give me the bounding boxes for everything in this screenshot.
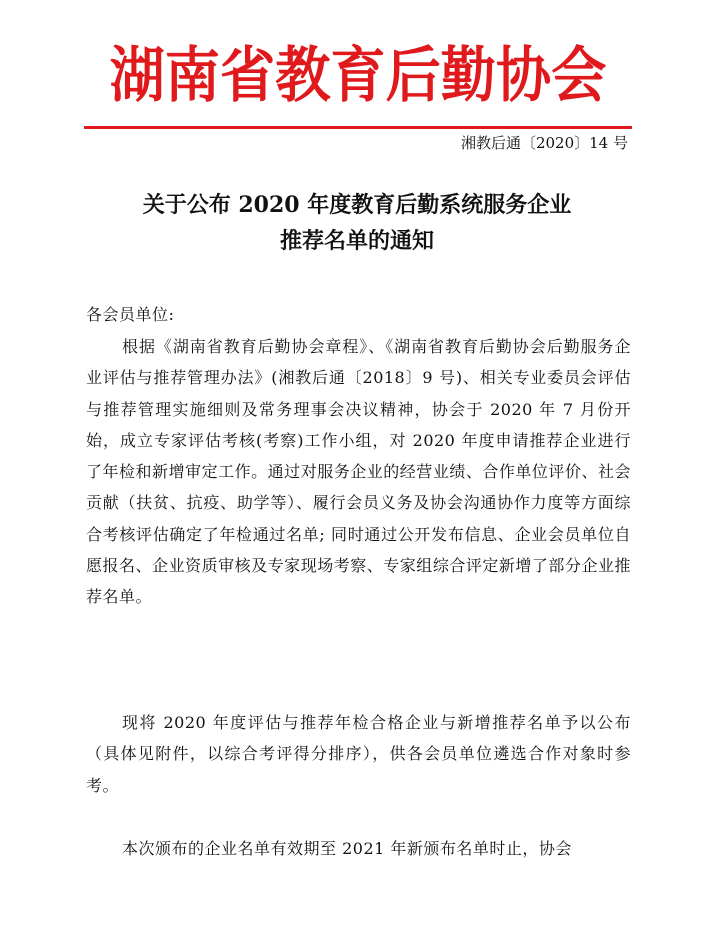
body-paragraph-1: 根据《湖南省教育后勤协会章程》、《湖南省教育后勤协会后勤服务企业评估与推荐管理办法》(湘教后通〔2018〕9 号)、相关专业委员会评估与推荐管理实施细则及常务理事会决议精神，协会于 2020 年 7 月份开始，成立专家评估考核(考察)工作小组，对 2020 年度申请推荐企业进行了年检和新增审定工作。通过对服务企业的经营业绩、合作单位评价、社会贡献（扶贫、抗疫、助学等）、履行会员义务及协会沟通协作力度等方面综合考核评估确定了年检通过名单; 同时通过公开发布信息、企业会员单位自愿报名、企业资质审核及专家现场考察、专家组综合评定新增了部分企业推荐名单。	[86, 337, 631, 607]
organization-header: 湖南省教育后勤协会	[109, 41, 607, 111]
notice-title-line-2: 推荐名单的通知	[279, 228, 434, 254]
salutation: 各会员单位:	[86, 305, 175, 324]
document-number: 湘教后通〔2020〕14 号	[460, 134, 628, 152]
body-paragraph-3: 本次颁布的企业名单有效期至 2021 年新颁布名单时止，协会	[122, 839, 572, 858]
body-paragraph-2: 现将 2020 年度评估与推荐年检合格企业与新增推荐名单予以公布（具体见附件，以综合考评得分排序），供各会员单位遴选合作对象时参考。	[86, 713, 631, 795]
notice-title-line-1: 关于公布 2020 年度教育后勤系统服务企业	[142, 192, 572, 218]
header-red-rule	[84, 126, 632, 129]
